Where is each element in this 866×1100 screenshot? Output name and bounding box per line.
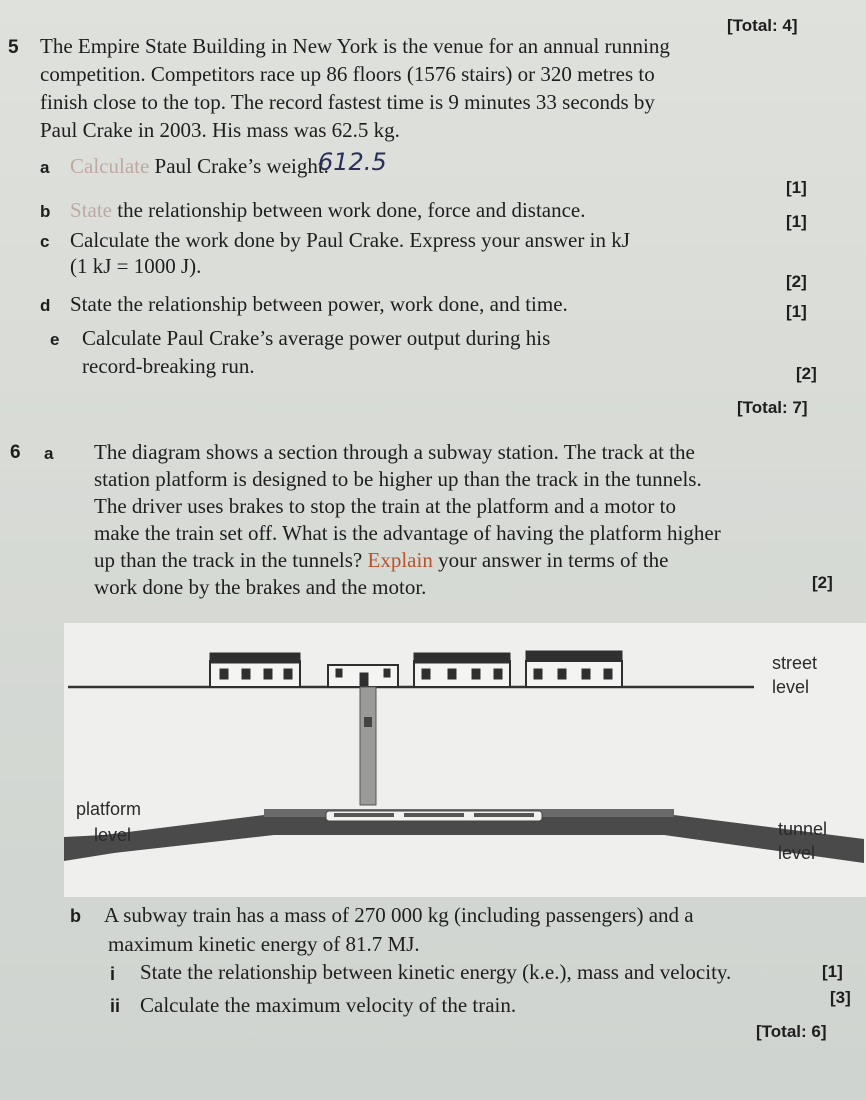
faded-word: Calculate bbox=[70, 154, 150, 178]
text-line: make the train set off. What is the advantage of having the platform higher bbox=[94, 521, 721, 545]
question-6-total: [Total: 6] bbox=[756, 1022, 827, 1041]
highlighted-word: Explain bbox=[367, 548, 433, 572]
tunnel-label-2: level bbox=[778, 843, 816, 863]
part-b-text: the relationship between work done, force and distance. bbox=[117, 198, 586, 222]
part-e-marks: [2] bbox=[796, 364, 817, 383]
part-a-question bbox=[70, 154, 329, 178]
q6-b-ii-text: Calculate the maximum velocity of the train. bbox=[140, 993, 517, 1017]
subway-station-diagram bbox=[64, 623, 866, 897]
stem-line: Paul Crake in 2003. His mass was 62.5 kg. bbox=[40, 118, 400, 142]
part-c-line1: Calculate the work done by Paul Crake. Express your answer in kJ bbox=[70, 228, 630, 252]
q6-part-b-line2: maximum kinetic energy of 81.7 MJ. bbox=[108, 932, 420, 956]
text-line bbox=[94, 548, 668, 572]
question-6-number: 6 bbox=[10, 442, 21, 463]
elevator-shaft bbox=[360, 687, 376, 805]
text-segment: up than the track in the tunnels? bbox=[94, 548, 363, 572]
subway-section-svg bbox=[64, 623, 866, 897]
part-d-question: State the relationship between power, work done, and time. bbox=[70, 292, 568, 316]
part-a-letter: a bbox=[40, 158, 50, 177]
track-profile bbox=[64, 815, 864, 863]
q6-b-i-text: State the relationship between kinetic energy (k.e.), mass and velocity. bbox=[140, 960, 732, 984]
street-label-1: street bbox=[772, 653, 818, 673]
part-a-text: Paul Crake’s weight. bbox=[154, 154, 329, 178]
part-e-letter: e bbox=[50, 330, 60, 349]
text-line: work done by the brakes and the motor. bbox=[94, 575, 427, 599]
part-d-letter: d bbox=[40, 296, 51, 315]
part-c-line2: (1 kJ = 1000 J). bbox=[70, 254, 202, 278]
part-c-marks: [2] bbox=[786, 272, 807, 291]
platform-label-1: platform bbox=[76, 799, 142, 819]
tunnel-label-1: tunnel bbox=[778, 819, 828, 839]
part-c-letter: c bbox=[40, 232, 50, 251]
handwritten-answer: 612.5 bbox=[318, 148, 387, 176]
buildings bbox=[210, 651, 622, 687]
part-e-line2: record-breaking run. bbox=[82, 354, 255, 378]
q6-part-a-marks: [2] bbox=[812, 573, 833, 592]
shaft-sign bbox=[364, 717, 372, 727]
faded-word: State bbox=[70, 198, 112, 222]
street-label-2: level bbox=[772, 677, 810, 697]
q6-b-i-roman: i bbox=[110, 964, 116, 984]
q6-part-b-letter: b bbox=[70, 906, 81, 926]
part-a-marks: [1] bbox=[786, 178, 807, 197]
part-b-marks: [1] bbox=[786, 212, 807, 231]
stem-line: competition. Competitors race up 86 floors (1576 stairs) or 320 metres to bbox=[40, 62, 655, 86]
q6-b-i-marks: [1] bbox=[822, 962, 843, 981]
text-line: The driver uses brakes to stop the train at the platform and a motor to bbox=[94, 494, 677, 518]
q6-b-ii-roman: ii bbox=[110, 996, 121, 1016]
text-segment: your answer in terms of the bbox=[438, 548, 669, 572]
question-5-total: [Total: 7] bbox=[737, 398, 808, 417]
part-e-line1: Calculate Paul Crake’s average power output during his bbox=[82, 326, 551, 350]
question-5-number: 5 bbox=[8, 37, 19, 58]
platform-label-2: level bbox=[94, 825, 132, 845]
q6-part-a-letter: a bbox=[44, 444, 54, 463]
q6-part-b-line1: A subway train has a mass of 270 000 kg (including passengers) and a bbox=[104, 903, 694, 927]
train bbox=[326, 811, 542, 821]
previous-total: [Total: 4] bbox=[727, 16, 798, 35]
stem-line: The Empire State Building in New York is the venue for an annual running bbox=[40, 34, 670, 58]
text-line: The diagram shows a section through a subway station. The track at the bbox=[94, 440, 695, 464]
q6-b-ii-marks: [3] bbox=[830, 988, 851, 1007]
part-d-marks: [1] bbox=[786, 302, 807, 321]
part-b-letter: b bbox=[40, 202, 51, 221]
part-b-question bbox=[70, 198, 586, 222]
text-line: station platform is designed to be higher up than the track in the tunnels. bbox=[94, 467, 702, 491]
stem-line: finish close to the top. The record fastest time is 9 minutes 33 seconds by bbox=[40, 90, 655, 114]
